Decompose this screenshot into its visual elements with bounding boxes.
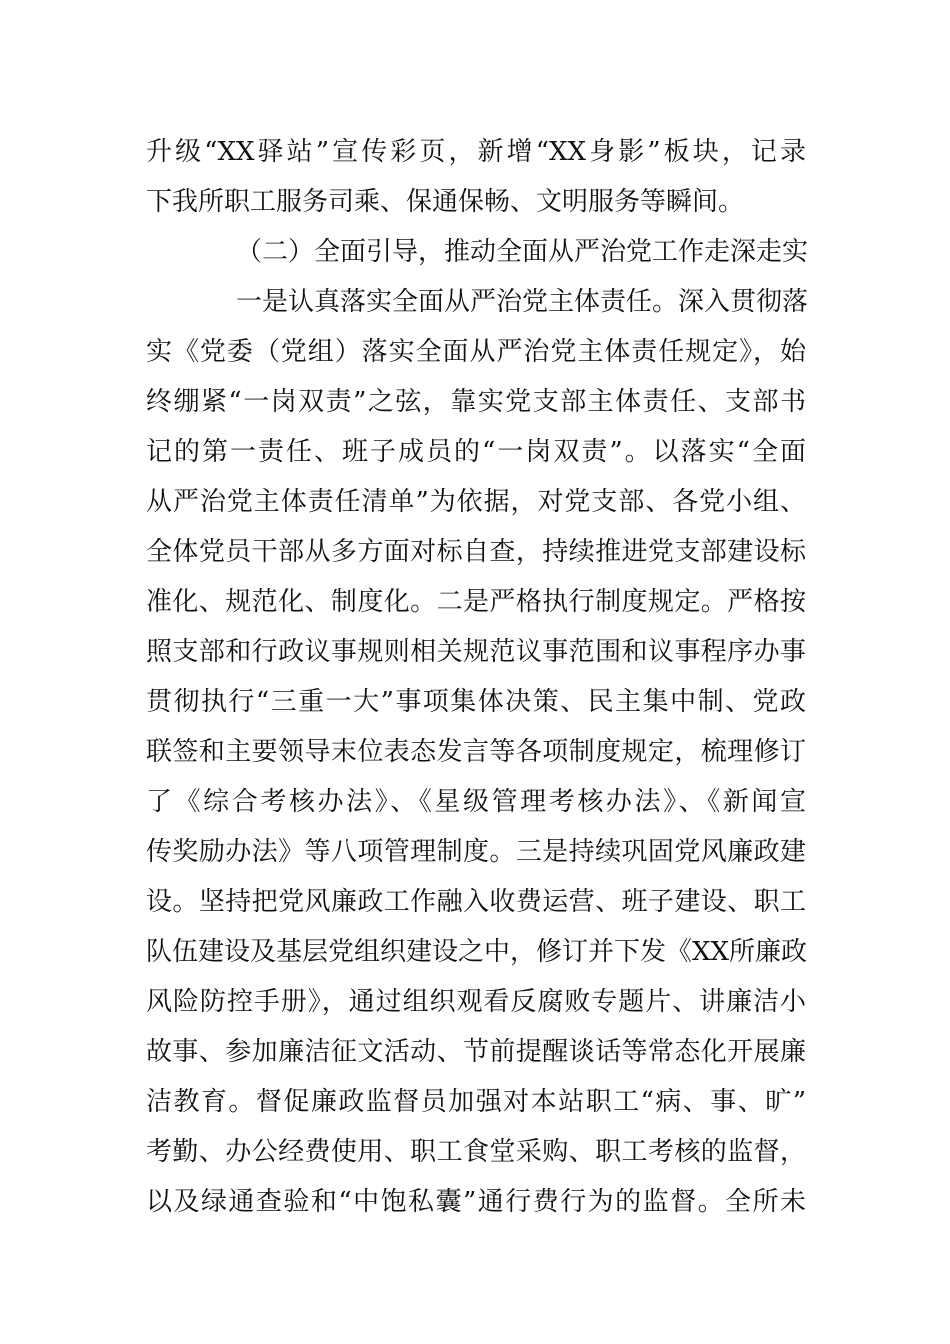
paragraph-line: 故事、参加廉洁征文活动、节前提醒谈话等常态化开展廉 — [146, 1037, 806, 1067]
paragraph-line: 准化、规范化、制度化。二是严格执行制度规定。严格按 — [146, 587, 806, 617]
paragraph-line: 终绷紧“一岗双责”之弦，靠实党支部主体责任、支部书 — [146, 387, 806, 417]
paragraph-line: 记的第一责任、班子成员的“一岗双责”。以落实“全面 — [146, 437, 806, 467]
paragraph-line: 队伍建设及基层党组织建设之中，修订并下发《XX所廉政 — [146, 937, 808, 967]
paragraph-line: 传奖励办法》等八项管理制度。三是持续巩固党风廉政建 — [146, 837, 806, 867]
paragraph-line: 了《综合考核办法》、《星级管理考核办法》、《新闻宣 — [146, 787, 806, 817]
paragraph-line: 联签和主要领导末位表态发言等各项制度规定，梳理修订 — [146, 737, 806, 767]
paragraph-line: 从严治党主体责任清单”为依据，对党支部、各党小组、 — [146, 487, 806, 517]
paragraph-line: 全体党员干部从多方面对标自查，持续推进党支部建设标 — [146, 537, 806, 567]
paragraph-line: 洁教育。督促廉政监督员加强对本站职工“病、事、旷” — [146, 1087, 806, 1117]
paragraph-line: 贯彻执行“三重一大”事项集体决策、民主集中制、党政 — [146, 687, 806, 717]
paragraph-line: 以及绿通查验和“中饱私囊”通行费行为的监督。全所未 — [146, 1187, 806, 1217]
paragraph-line: 下我所职工服务司乘、保通保畅、文明服务等瞬间。 — [146, 187, 745, 217]
paragraph-line: 设。坚持把党风廉政工作融入收费运营、班子建设、职工 — [146, 887, 806, 917]
paragraph-line: 考勤、办公经费使用、职工食堂采购、职工考核的监督， — [146, 1137, 806, 1167]
paragraph-line: 一是认真落实全面从严治党主体责任。深入贯彻落 — [236, 287, 809, 317]
paragraph-line: 实《党委（党组）落实全面从严治党主体责任规定》，始 — [146, 337, 806, 367]
paragraph-line: 照支部和行政议事规则相关规范议事范围和议事程序办事 — [146, 637, 806, 667]
section-heading: （二）全面引导，推动全面从严治党工作走深走实 — [236, 237, 809, 267]
paragraph-line: 风险防控手册》，通过组织观看反腐败专题片、讲廉洁小 — [146, 987, 806, 1017]
paragraph-line: 升级“XX驿站”宣传彩页，新增“XX身影”板块，记录 — [146, 137, 806, 167]
